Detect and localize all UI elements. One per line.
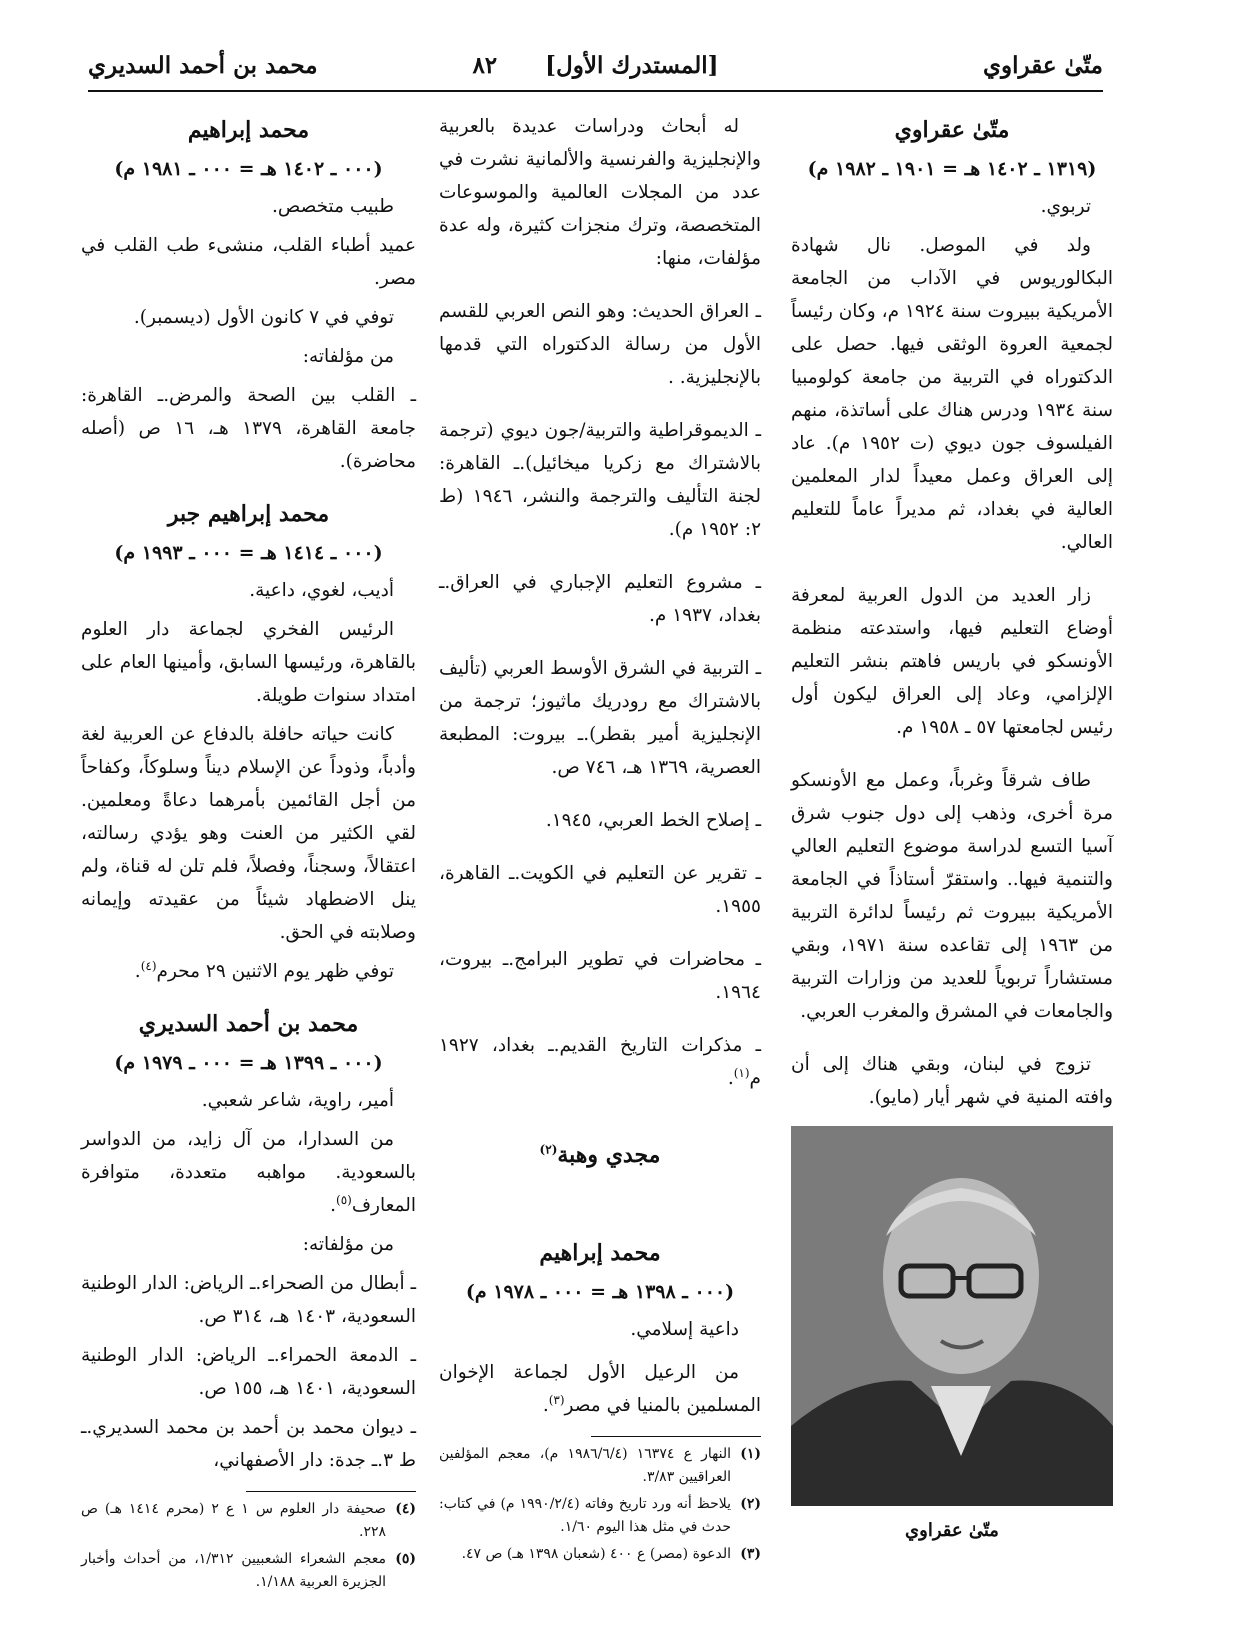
entry-role: داعية إسلامي.	[630, 1319, 739, 1340]
footnote-text: صحيفة دار العلوم س ١ ع ٢ (محرم ١٤١٤ هـ) ص ٢٢٨.	[81, 1501, 386, 1540]
column-right	[791, 110, 1113, 1547]
footnote-marker: (٥)	[336, 1192, 352, 1207]
footnote-text: الدعوة (مصر) ع ٤٠٠ (شعبان ١٣٩٨ هـ) ص ٤٧.	[461, 1546, 731, 1562]
work-item: ـ تقرير عن التعليم في الكويت.ـ القاهرة، ١٩٥٥.	[439, 863, 761, 917]
work-item-text: ـ مذكرات التاريخ القديم.ـ بغداد، ١٩٢٧ م	[439, 1035, 761, 1089]
entry-paragraph: توفي ظهر يوم الاثنين ٢٩ محرم$^{(٤)}$.	[134, 958, 394, 982]
footnote	[439, 1493, 761, 1539]
entry-dates: (٠٠٠ ـ ١٤١٤ هـ = ٠٠٠ ـ ١٩٩٣ م)	[114, 542, 383, 564]
entry-name: متّىٰ عقراوي	[894, 117, 1010, 143]
header-section-title: [المستدرك الأول]	[545, 52, 719, 79]
entry-paragraph: كانت حياته حافلة بالدفاع عن العربية لغة وأدباً، وذوداً عن الإسلام ديناً وسلوكاً، وكفاحاً من أجل القائمين بأمرهما دعاةً ومعلمين. لقي الكثير من العنت وهو يؤدي رسالته، اعتقالاً، وسجناً، وفصلاً، فلم تلن له قناة، ولم ينل الاضطهاد شيئاً من عقيدته وإيمانه وصلابته في الحق.	[81, 724, 416, 943]
entry-role: طبيب متخصص.	[272, 196, 394, 217]
entry-dates: (٠٠٠ ـ ١٣٩٨ هـ = ٠٠٠ ـ ١٩٧٨ م)	[465, 1281, 735, 1303]
entry-dates: (٠٠٠ ـ ١٣٩٩ هـ = ٠٠٠ ـ ١٩٧٩ م)	[114, 1052, 383, 1074]
footnote-number: (٢)	[740, 1496, 761, 1512]
entry-paragraph: الرئيس الفخري لجماعة دار العلوم بالقاهرة، ورئيسها السابق، وأمينها العام على امتداد سنوات طويلة.	[81, 619, 416, 706]
footnote-number: (٥)	[395, 1551, 416, 1567]
entry-paragraph: ولد في الموصل. نال شهادة البكالوريوس في الآداب من الجامعة الأمريكية ببيروت سنة ١٩٢٤ م، وكان رئيساً لجمعية العروة الوثقى فيها. حصل على الدكتوراه في التربية من جامعة كولومبيا سنة ١٩٣٤ ودرس هناك على أساتذة، منهم الفيلسوف جون ديوي (ت ١٩٥٢ م). عاد إلى العراق وعمل معيداً لدار المعلمين العالية في بغداد، ثم مديراً عاماً للتعليم العالي.	[791, 235, 1114, 553]
column-middle	[439, 110, 761, 1570]
footnote	[81, 1548, 416, 1594]
work-item: ـ التربية في الشرق الأوسط العربي (تأليف بالاشتراك مع رودريك ماثيوز؛ ترجمة من الإنجليزية أمير بقطر).ـ بيروت: المطبعة العصرية، ١٣٦٩ هـ، ٧٤٦ ص.	[439, 658, 761, 778]
entry-role: أمير، راوية، شاعر شعبي.	[201, 1090, 394, 1111]
entry-paragraph-text: من السدارا، من آل زايد، من الدواسر بالسعودية. مواهبه متعددة، متوافرة المعارف	[81, 1129, 416, 1216]
entry-paragraph: عميد أطباء القلب، منشىء طب القلب في مصر.	[81, 235, 416, 289]
entry-name: محمد إبراهيم	[539, 1240, 661, 1266]
entry-name: محمد إبراهيم	[187, 117, 310, 143]
entry-paragraph-text: من الرعيل الأول لجماعة الإخوان المسلمين بالمنيا في مصر	[439, 1362, 761, 1416]
work-item: ـ مشروع التعليم الإجباري في العراق.ـ بغداد، ١٩٣٧ م.	[439, 572, 761, 626]
work-item: ـ الديموقراطية والتربية/جون ديوي (ترجمة بالاشتراك مع زكريا ميخائيل).ـ القاهرة: لجنة التأليف والترجمة والنشر، ١٩٤٦ (ط ٢: ١٩٥٢ م).	[439, 420, 761, 540]
footnote-number: (٣)	[740, 1546, 761, 1562]
footnote-text: معجم الشعراء الشعبيين ١/٣١٢، من أحداث وأخبار الجزيرة العربية ١/١٨٨.	[81, 1551, 386, 1590]
header-left-entry: محمد بن أحمد السديري	[88, 52, 318, 79]
work-item: ـ محاضرات في تطوير البرامج.ـ بيروت، ١٩٦٤.	[439, 949, 761, 1003]
work-item: ـ العراق الحديث: وهو النص العربي للقسم الأول من رسالة الدكتوراه التي قدمها بالإنجليزية. .	[439, 301, 761, 388]
footnote-text: النهار ع ١٦٣٧٤ (١٩٨٦/٦/٤ م)، معجم المؤلفين العراقيين ٣/٨٣.	[439, 1446, 731, 1485]
footnote-rule	[246, 1491, 416, 1492]
footnote-marker: (١)	[733, 1065, 750, 1080]
work-item: ـ القلب بين الصحة والمرض.ـ القاهرة: جامعة القاهرة، ١٣٧٩ هـ، ١٦ ص (أصله محاضرة).	[81, 385, 416, 472]
page-number: ٨٢	[472, 52, 498, 79]
entry-name: محمد بن أحمد السديري	[138, 1011, 359, 1037]
footnote	[81, 1498, 416, 1544]
work-item: ـ ديوان محمد بن أحمد بن محمد السديري.ـ ط ٣.ـ جدة: دار الأصفهاني،	[81, 1417, 416, 1471]
entry-paragraph: من مؤلفاته:	[302, 346, 394, 367]
entry-paragraph: تزوج في لبنان، وبقي هناك إلى أن وافته المنية في شهر أيار (مايو).	[791, 1054, 1113, 1108]
entry-paragraph: توفي في ٧ كانون الأول (ديسمبر).	[133, 307, 394, 328]
work-item: ـ مذكرات التاريخ القديم.ـ بغداد، ١٩٢٧ م$^{(١)}$.	[439, 1035, 761, 1089]
footnote	[439, 1443, 761, 1489]
entry-name	[439, 1135, 761, 1175]
entry-dates: (١٣١٩ ـ ١٤٠٢ هـ = ١٩٠١ ـ ١٩٨٢ م)	[807, 158, 1097, 180]
entry-paragraph: طاف شرقاً وغرباً، وعمل مع الأونسكو مرة أخرى، وذهب إلى دول جنوب شرق آسيا التسع لدراسة موضوع التعليم العالي والتنمية فيها.. واستقرّ أستاذاً في الجامعة الأمريكية ببيروت ثم رئيساً لدائرة التربية من ١٩٦٣ إلى تقاعده سنة ١٩٧١، وبقي مستشاراً تربوياً للعديد من وزارات التربية والجامعات في المشرق والمغرب العربي.	[791, 770, 1113, 1022]
portrait-caption: متّىٰ عقراوي	[905, 1520, 999, 1541]
portrait-figure	[791, 1126, 1113, 1547]
footnote-number: (١)	[740, 1446, 761, 1462]
running-header	[88, 46, 1103, 92]
entry-paragraph: زار العديد من الدول العربية لمعرفة أوضاع التعليم فيها، واستدعته منظمة الأونسكو في باريس فاهتم بنشر التعليم الإلزامي، وعاد إلى العراق ليكون أول رئيس لجامعتها ٥٧ ـ ١٩٥٨ م.	[791, 585, 1113, 738]
footnote-rule	[591, 1436, 761, 1437]
entry-paragraph: من مؤلفاته:	[302, 1234, 394, 1255]
entry-name: محمد إبراهيم جبر	[167, 501, 330, 527]
entry-name-text: مجدي وهبة	[557, 1142, 661, 1168]
footnote-marker: (٣)	[548, 1392, 565, 1407]
work-item: ـ أبطال من الصحراء.ـ الرياض: الدار الوطنية السعودية، ١٤٠٣ هـ، ٣١٤ ص.	[81, 1273, 416, 1327]
footnote-number: (٤)	[395, 1501, 416, 1517]
entry-role: تربوي.	[1040, 196, 1091, 217]
footnote-marker: (٢)	[539, 1142, 558, 1157]
header-right-entry: متّىٰ عقراوي	[983, 52, 1103, 79]
footnote-text: يلاحظ أنه ورد تاريخ وفاته (١٩٩٠/٢/٤ م) في كتاب: حدث في مثل هذا اليوم ١/٦٠.	[439, 1496, 731, 1535]
column-left	[81, 110, 416, 1598]
entry-paragraph: من السدارا، من آل زايد، من الدواسر بالسعودية. مواهبه متعددة، متوافرة المعارف$^{(٥)}$.	[81, 1129, 416, 1216]
entry-paragraph: من الرعيل الأول لجماعة الإخوان المسلمين بالمنيا في مصر$^{(٣)}$.	[439, 1362, 761, 1416]
work-item: ـ إصلاح الخط العربي، ١٩٤٥.	[545, 810, 761, 831]
portrait-photo	[791, 1126, 1113, 1506]
entry-dates: (٠٠٠ ـ ١٤٠٢ هـ = ٠٠٠ ـ ١٩٨١ م)	[114, 158, 383, 180]
footnote-marker: (٤)	[140, 958, 157, 973]
entry-paragraph: له أبحاث ودراسات عديدة بالعربية والإنجليزية والفرنسية والألمانية نشرت في عدد من المجلات العالمية والموسوعات المتخصصة، وترك منجزات كثيرة، وله عدة مؤلفات، منها:	[439, 116, 761, 269]
work-item: ـ الدمعة الحمراء.ـ الرياض: الدار الوطنية السعودية، ١٤٠١ هـ، ١٥٥ ص.	[81, 1345, 416, 1399]
entry-paragraph-text: توفي ظهر يوم الاثنين ٢٩ محرم	[156, 961, 394, 982]
footnote	[439, 1543, 761, 1566]
entry-role: أديب، لغوي، داعية.	[249, 580, 394, 601]
